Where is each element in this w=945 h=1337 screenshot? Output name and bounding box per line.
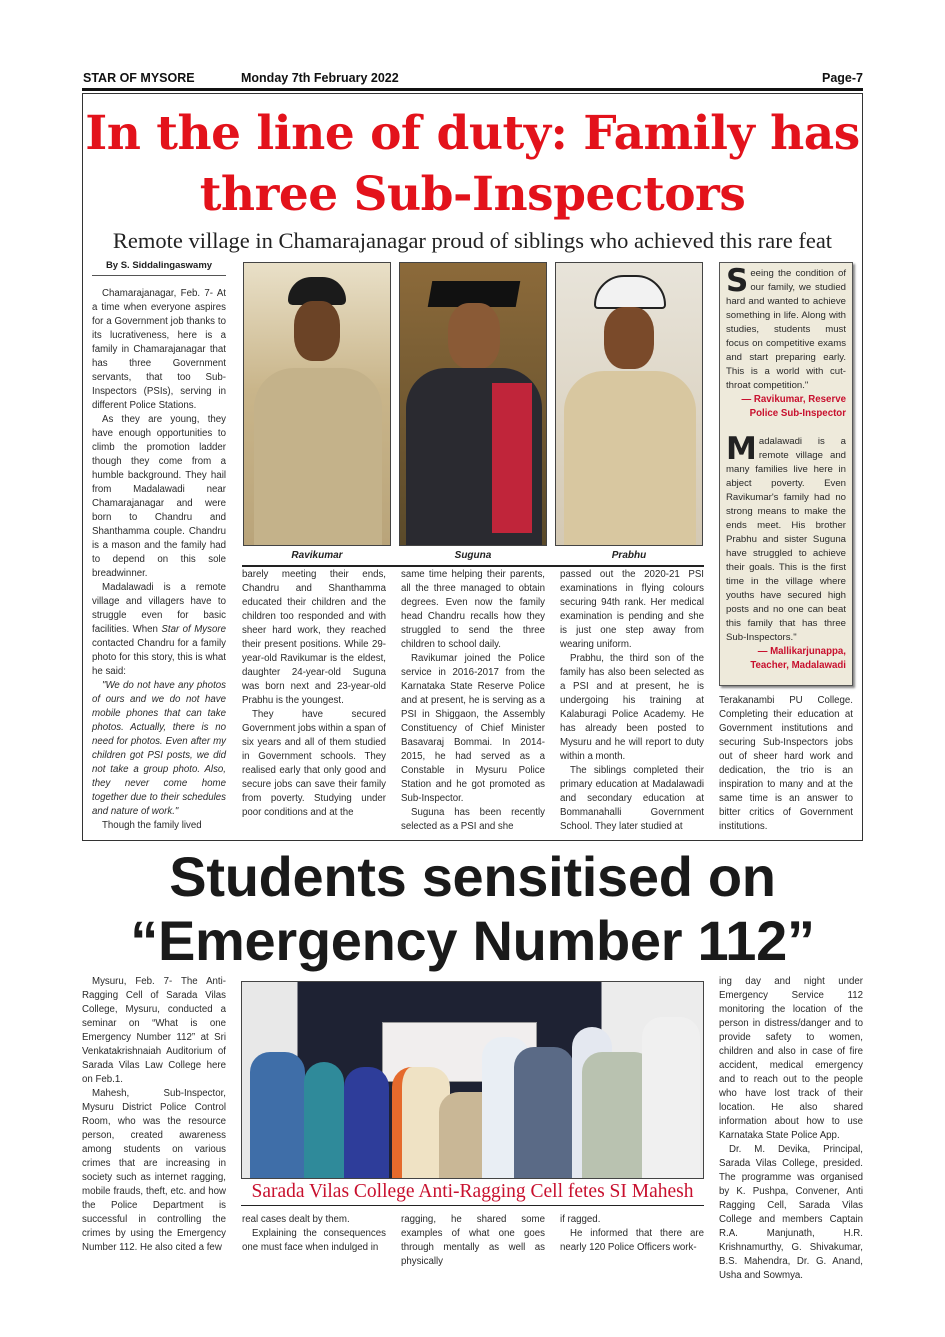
quote-paragraph: "We do not have any photos of ours and we do not have mobile phones that can take photos. Actually, there is no need for photos. Even after my children got PSI posts, we did not take a group photo. Also, they never come home together due to their schedules and nature of work." xyxy=(92,680,226,817)
paragraph: They have secured Government jobs within a span of six years and all of them studied in Government schools. They realised early that only good and secure jobs can save their family from poverty. Studying under poor conditions and at the xyxy=(242,709,386,818)
person-shape xyxy=(514,1047,574,1179)
face-shape xyxy=(604,307,654,369)
article2-column-2 xyxy=(242,1213,386,1255)
quote-mallikarjunappa xyxy=(726,431,846,645)
article2-column-5 xyxy=(719,975,863,1283)
article-column-2 xyxy=(242,568,386,820)
uniform-shape xyxy=(564,371,696,546)
drop-cap: S xyxy=(726,263,749,299)
issue-date: Monday 7th February 2022 xyxy=(241,71,399,85)
newspaper-name-italic: Star of Mysore xyxy=(161,624,226,635)
headline-2-line-2: “Emergency Number 112” xyxy=(130,909,815,972)
paragraph: ragging, he shared some examples of what one goes through mentally as well as physically xyxy=(401,1214,545,1267)
article2-column-3 xyxy=(401,1213,545,1269)
article-column-3 xyxy=(401,568,545,834)
quote-attribution: — Mallikarjunappa, Teacher, Madalawadi xyxy=(750,646,846,671)
paragraph: Prabhu, the third son of the family has also been selected as a PSI and at present, he is undergoing his training at Kalaburagi Police Academy. He has already been posted to Mysuru and he will report to duty within a month. xyxy=(560,653,704,762)
article-column-5 xyxy=(719,694,853,834)
person-shape xyxy=(642,1017,700,1179)
quote-ravikumar xyxy=(726,263,846,393)
paragraph: same time helping their parents, all the three managed to obtain degrees. Even now the family head Chandru recalls how they struggled to send the three children to school daily. xyxy=(401,569,545,650)
caption-ravikumar: Ravikumar xyxy=(291,550,343,561)
article-column-1 xyxy=(92,287,226,833)
headline xyxy=(84,103,861,225)
caption-suguna: Suguna xyxy=(454,550,492,561)
paragraph: Mahesh, Sub-Inspector, Mysuru District Police Control Room, who was the resource person, created awareness among students on various crimes that are increasing in society such as internet ragging, mobile frauds, theft, etc. and how the Police Department is successful in controlling the crimes by using the Emergency Number 112. He also cited a few xyxy=(82,1088,226,1253)
person-shape xyxy=(250,1052,305,1179)
photo-suguna xyxy=(399,262,547,546)
paragraph: ing day and night under Emergency Service 112 monitoring the location of the person in distress/danger and to provide safety to women, children and also in case of fire accident, medical emergency and to reach out to the people who have lost track of their location. He also shared information about how to use Karnataka State Police App. xyxy=(719,976,863,1141)
paragraph: The siblings completed their primary education at Madalawadi and secondary education at Bommanahalli Government School. They later studied at xyxy=(560,765,704,832)
uniform-shape xyxy=(254,368,382,546)
event-group-photo xyxy=(241,981,704,1179)
paper-name: STAR OF MYSORE xyxy=(83,71,195,85)
paragraph: Dr. M. Devika, Principal, Sarada Vilas College, presided. The programme was organised by K. Pushpa, Convener, Anti Ragging Cell, Sarada Vilas College and members Captain R.A. Manjunath, H.R. Krishnamurthy, G. Shivakumar, B.S. Mahendra, Dr. G. Anand, Usha and Sowmya. xyxy=(719,1144,863,1281)
paragraph: Chamarajanagar, Feb. 7- At a time when everyone aspires for a Government job thanks to its lucrativeness, here is a family in Chamarajanagar that has three Government servants, that too Sub-Inspectors (PSIs), serving in different Police Stations. xyxy=(92,288,226,411)
paragraph: passed out the 2020-21 PSI examinations in flying colours securing 94th rank. Her medical examination is pending and she is just one step away from wearing uniform. xyxy=(560,569,704,650)
paragraph: As they are young, they have enough opportunities to climb the promotion ladder though they come from a humble background. They hail from Madalawadi near Chamarajanagar and were born to Chandru and Shanthamma couple. Chandru is a mason and the family had to depend on this sole breadwinner. xyxy=(92,414,226,579)
photo-caption: Sarada Vilas College Anti-Ragging Cell fetes SI Mahesh xyxy=(241,1181,704,1206)
quote-text: adalawadi is a remote village and many families live here in abject poverty. Even Ravikumar's family had no strong means to make the ends meet. His brother Prabhu and sister Suguna have struggled to achieve their goals. This is the first time in the village where youths have secured high posts and no one can beat this family that has three Sub-Inspectors." xyxy=(726,436,846,643)
quote-attribution: — Ravikumar, Reserve Police Sub-Inspector xyxy=(741,394,846,419)
caption-prabhu: Prabhu xyxy=(611,550,647,561)
headline-2-line-1: Students sensitised on xyxy=(169,845,776,908)
article-column-4 xyxy=(560,568,704,834)
paragraph: real cases dealt by them. xyxy=(242,1214,350,1225)
paragraph: Ravikumar joined the Police service in 2016-2017 from the Karnataka State Reserve Police and at present, he is serving as a PSI in Shiggaon, the Assembly Constituency of Chief Minister Basavaraj Bommai. In 2014-2015, he had served as a Constable in Mysuru Police Station and he got promoted as Sub-Inspector. xyxy=(401,653,545,804)
stole-shape xyxy=(492,383,532,533)
person-shape xyxy=(304,1062,344,1179)
article2-column-4 xyxy=(560,1213,704,1255)
header-rule xyxy=(82,88,863,91)
photo-ravikumar xyxy=(243,262,391,546)
caption-rule xyxy=(242,565,704,567)
paragraph: Explaining the consequences one must face when indulged in xyxy=(242,1228,386,1253)
byline: By S. Siddalingaswamy xyxy=(92,260,226,276)
paragraph: Though the family lived xyxy=(102,820,202,831)
page-number: Page-7 xyxy=(822,71,863,85)
peaked-cap-shape xyxy=(594,275,666,309)
paragraph: Mysuru, Feb. 7- The Anti-Ragging Cell of Sarada Vilas College, Mysuru, conducted a seminar on “What is one Emergency Number 112” at Sri Venkatakrishnaiah Auditorium of Sarada Vilas Law College here on Feb.1. xyxy=(82,976,226,1085)
paragraph: Terakanambi PU College. Completing their education at Government institutions and securing Sub-Inspectors jobs out of sheer hard work and dedication, the trio is an inspiration to many and at the same time is an answer to bitter critics of Government institutions. xyxy=(719,695,853,832)
headline-line-2: three Sub-Inspectors xyxy=(199,167,746,222)
photo-prabhu xyxy=(555,262,703,546)
paragraph: if ragged. xyxy=(560,1214,601,1225)
paragraph: barely meeting their ends, Chandru and Shanthamma educated their children and the children too responded and with sheer hard work, they reached their present positions. While 29-year-old Ravikumar is the eldest, daughter 24-year-old Suguna was born next and 23-year-old Prabhu is the youngest. xyxy=(242,569,386,706)
article2-column-1 xyxy=(82,975,226,1255)
face-shape xyxy=(294,301,340,361)
quote-sidebar xyxy=(719,262,853,686)
face-shape xyxy=(448,303,500,369)
paragraph: Suguna has been recently selected as a PSI and she xyxy=(401,807,545,832)
person-shape xyxy=(344,1067,389,1179)
headline-line-1: In the line of duty: Family has xyxy=(85,106,860,161)
paragraph-text: contacted Chandru for a family photo for this story, this is what he said: xyxy=(92,638,226,677)
paragraph: He informed that there are nearly 120 Police Officers work- xyxy=(560,1228,704,1253)
drop-cap: M xyxy=(726,431,757,467)
paragraph-text: Madalawadi is a remote village and villagers have to struggle even for basic facilities. When xyxy=(92,582,226,635)
subheadline: Remote village in Chamarajanagar proud of siblings who achieved this rare feat xyxy=(112,228,833,253)
paragraph xyxy=(92,581,226,679)
quote-text: eeing the condition of our family, we studied hard and wanted to achieve something in life. Along with studies, students must focus on competitive exams and start preparing early. This is a world with cut-throat competition." xyxy=(726,268,846,391)
